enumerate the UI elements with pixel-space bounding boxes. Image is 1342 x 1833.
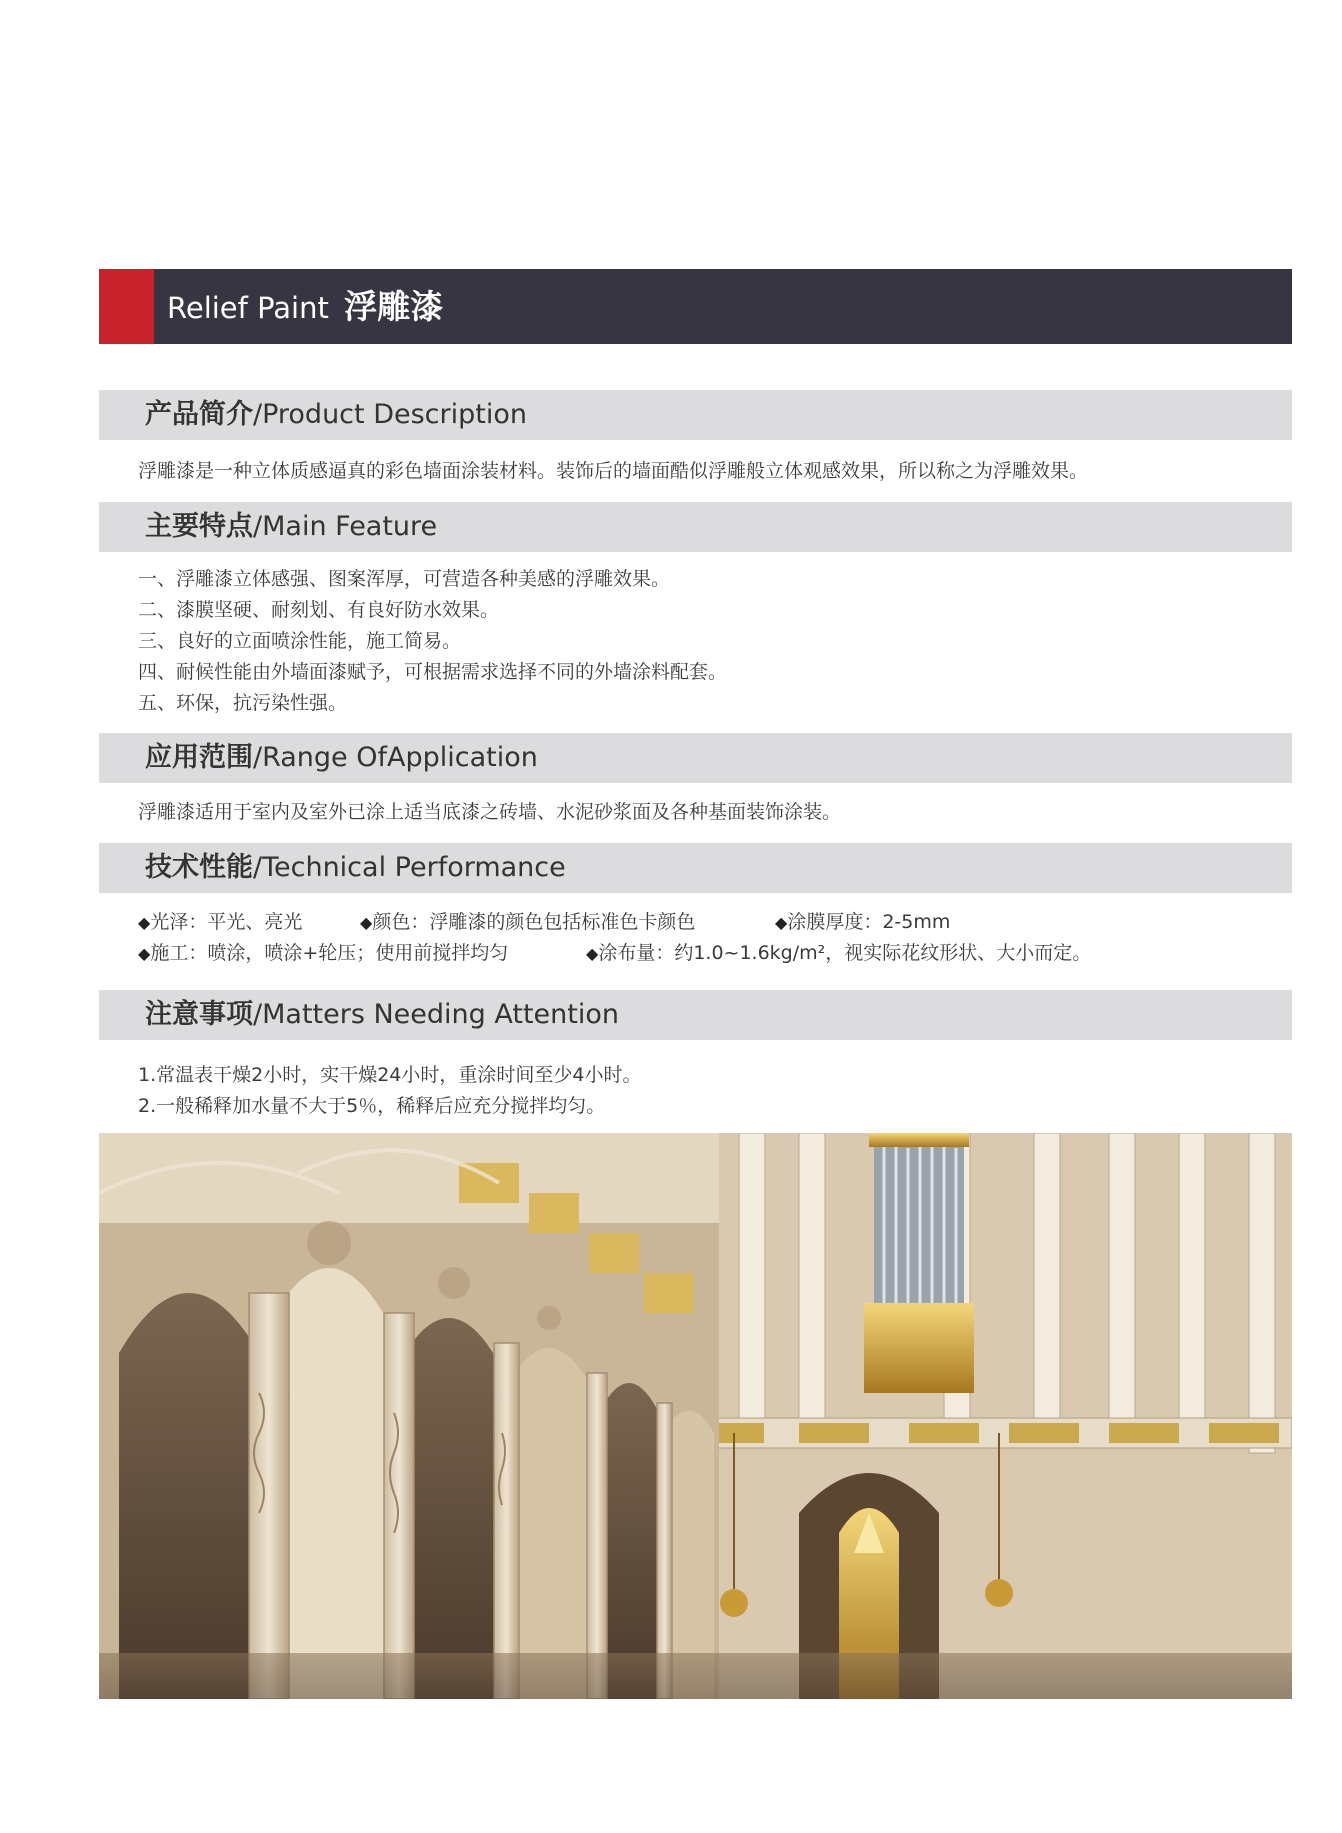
title-accent-block [99, 269, 154, 344]
tech-spec-coverage: ◆涂布量：约1.0~1.6kg/m²，视实际花纹形状、大小而定。 [586, 942, 1092, 964]
section-heading [145, 733, 538, 783]
feature-item: 三、良好的立面喷涂性能，施工简易。 [138, 630, 462, 652]
attention-item: 1.常温表干燥2小时，实干燥24小时，重涂时间至少4小时。 [138, 1064, 642, 1086]
tech-spec-color: ◆颜色：浮雕漆的颜色包括标准色卡颜色 [360, 911, 696, 933]
section-header-technical [99, 843, 1292, 893]
features-list [138, 564, 727, 719]
tech-spec-thickness: ◆涂膜厚度：2-5mm [775, 911, 951, 933]
page-title-cn: 浮雕漆 [344, 287, 444, 326]
feature-item: 二、漆膜坚硬、耐刻划、有良好防水效果。 [138, 599, 500, 621]
section-header-features [99, 502, 1292, 552]
feature-item: 五、环保，抗污染性强。 [138, 692, 348, 714]
page-title-en: Relief Paint [167, 291, 329, 325]
section-heading-cn: 应用范围 [145, 742, 253, 773]
section-heading-en: /Product Description [253, 399, 527, 430]
application-text [138, 797, 841, 828]
page-title [167, 269, 443, 344]
diamond-bullet-icon: ◆ [586, 944, 599, 963]
section-heading-en: /Technical Performance [253, 852, 566, 883]
technical-row-1 [138, 907, 1278, 938]
section-heading-cn: 技术性能 [145, 852, 253, 883]
application-paragraph: 浮雕漆适用于室内及室外已涂上适当底漆之砖墙、水泥砂浆面及各种基面装饰涂装。 [138, 801, 842, 823]
section-heading [145, 990, 619, 1040]
section-header-application [99, 733, 1292, 783]
feature-item: 四、耐候性能由外墙面漆赋予，可根据需求选择不同的外墙涂料配套。 [138, 661, 728, 683]
description-text [138, 456, 1088, 487]
section-heading-en: /Matters Needing Attention [253, 999, 619, 1030]
attention-list [138, 1060, 641, 1122]
attention-item: 2.一般稀释加水量不大于5％，稀释后应充分搅拌均匀。 [138, 1095, 606, 1117]
section-heading-cn: 主要特点 [145, 511, 253, 542]
section-heading-cn: 产品简介 [145, 399, 253, 430]
section-header-description [99, 390, 1292, 440]
cathedral-illustration [99, 1133, 1292, 1699]
section-heading-en: /Main Feature [253, 511, 438, 542]
title-bar [99, 269, 1292, 344]
technical-row-2 [138, 938, 1278, 969]
cathedral-interior-photo [99, 1133, 1292, 1699]
section-heading [145, 502, 437, 552]
section-heading [145, 843, 566, 893]
description-paragraph: 浮雕漆是一种立体质感逼真的彩色墙面涂装材料。装饰后的墙面酷似浮雕般立体观感效果，所以称之为浮雕效果。 [138, 460, 1089, 482]
section-heading [145, 390, 527, 440]
tech-spec-gloss: ◆光泽：平光、亮光 [138, 911, 303, 933]
feature-item: 一、浮雕漆立体感强、图案浑厚，可营造各种美感的浮雕效果。 [138, 568, 671, 590]
section-heading-en: /Range OfApplication [253, 742, 538, 773]
diamond-bullet-icon: ◆ [775, 913, 788, 932]
tech-spec-application: ◆施工：喷涂，喷涂+轮压；使用前搅拌均匀 [138, 942, 509, 964]
section-header-attention [99, 990, 1292, 1040]
section-heading-cn: 注意事项 [145, 999, 253, 1030]
diamond-bullet-icon: ◆ [360, 913, 373, 932]
diamond-bullet-icon: ◆ [138, 944, 151, 963]
diamond-bullet-icon: ◆ [138, 913, 151, 932]
